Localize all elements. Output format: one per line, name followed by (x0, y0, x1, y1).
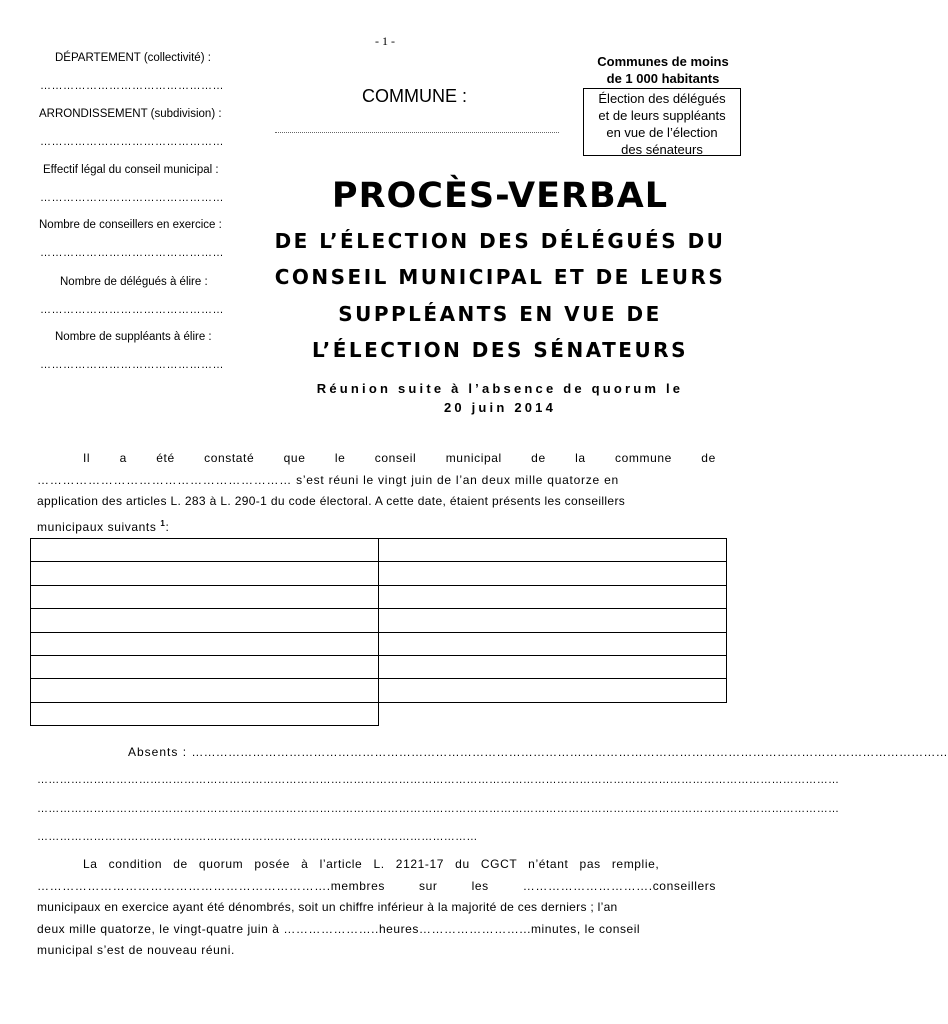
table-row (31, 702, 727, 725)
paragraph-quorum (37, 854, 716, 962)
word: a (119, 451, 127, 465)
word: été (156, 451, 175, 465)
table-cell[interactable] (31, 562, 379, 585)
para1-line2: …………………………………………………… s’est réuni le vingt juin de l’an deux mille quatorze en (37, 472, 619, 487)
table-cell[interactable] (379, 609, 727, 632)
delegues-field[interactable]: ………………………………………… (40, 304, 224, 316)
word: que (283, 451, 306, 465)
reunion-line2: 20 juin 2014 (443, 400, 557, 415)
word: Il (83, 451, 91, 465)
reunion-line1: Réunion suite à l’absence de quorum le (316, 381, 684, 396)
title-line-3: SUPPLÉANTS EN VUE DE (338, 302, 662, 326)
title-line-4: L’ÉLECTION DES SÉNATEURS (312, 338, 688, 362)
conseillers-exercice-label: Nombre de conseillers en exercice : (39, 219, 222, 231)
reunion-subtitle (270, 379, 730, 417)
table-cell[interactable] (379, 632, 727, 655)
arrondissement-label: ARRONDISSEMENT (subdivision) : (39, 108, 222, 120)
commune-label: COMMUNE : (362, 86, 467, 106)
table-row (31, 539, 727, 562)
table-cell[interactable] (31, 609, 379, 632)
paragraph-constat (37, 448, 716, 538)
table-cell[interactable] (379, 679, 727, 702)
absents-dots-2[interactable]: …………………………………………………………………………………………………………………………………………………………………………………………… (37, 774, 840, 786)
table-cell[interactable] (379, 539, 727, 562)
table-row (31, 632, 727, 655)
para2-line2-a: …………………………………………………………….membres (37, 878, 385, 893)
table-cell[interactable] (379, 562, 727, 585)
table-row (31, 655, 727, 678)
table-cell[interactable] (31, 585, 379, 608)
title-line-1: DE L’ÉLECTION DES DÉLÉGUÉS DU (274, 229, 726, 253)
word: la (575, 451, 586, 465)
table-row (31, 609, 727, 632)
absents-label: Absents : (128, 745, 192, 759)
page-number: - 1 - (375, 34, 395, 48)
table-cell[interactable] (31, 679, 379, 702)
table-cell-empty (379, 702, 727, 725)
effectif-label: Effectif légal du conseil municipal : (43, 164, 219, 176)
para2-line1: La condition de quorum posée à l’article L. 2121-17 du CGCT n’étant pas remplie, (83, 857, 660, 871)
election-info-box (583, 88, 741, 156)
suppleants-field[interactable]: ………………………………………… (40, 359, 224, 371)
word: constaté (204, 451, 255, 465)
delegues-label: Nombre de délégués à élire : (60, 276, 208, 288)
document-title: PROCÈS-VERBAL (331, 176, 669, 216)
word: municipal (445, 451, 502, 465)
table-cell[interactable] (31, 539, 379, 562)
para2-line5: municipal s’est de nouveau réuni. (37, 943, 235, 957)
commune-field[interactable] (275, 132, 559, 133)
departement-label: DÉPARTEMENT (collectivité) : (55, 52, 211, 64)
word: de (531, 451, 546, 465)
table-cell[interactable] (31, 702, 379, 725)
box-title-line1: Communes de moins (597, 54, 729, 69)
para2-line4: deux mille quatorze, le vingt-quatre juin à …………………..heures……………………...minutes, le conseil (37, 921, 641, 936)
box-line: Élection des délégués (598, 91, 726, 106)
table-cell[interactable] (379, 585, 727, 608)
table-row (31, 585, 727, 608)
para1-line4-text: municipaux suivants (37, 519, 161, 534)
box-line: des sénateurs (621, 142, 703, 157)
footnote-ref[interactable]: 1 (160, 518, 166, 528)
word: le (334, 451, 346, 465)
table-cell[interactable] (31, 655, 379, 678)
para1-line4-end: : (165, 519, 170, 534)
conseillers-exercice-field[interactable]: ………………………………………… (40, 247, 224, 259)
effectif-field[interactable]: ………………………………………… (40, 192, 224, 204)
word: de (701, 451, 716, 465)
members-table (30, 538, 727, 726)
box-line: en vue de l’élection (606, 125, 718, 140)
table-cell[interactable] (31, 632, 379, 655)
table-row (31, 562, 727, 585)
absents-dots-3[interactable]: …………………………………………………………………………………………………………………………………………………………………………………………… (37, 803, 840, 815)
para1-line1 (37, 448, 716, 470)
table-cell[interactable] (379, 655, 727, 678)
para2-line2-b: sur (419, 878, 438, 893)
box-title (583, 53, 743, 87)
para2-line2 (37, 876, 716, 898)
para2-line2-c: les (471, 878, 489, 893)
arrondissement-field[interactable]: ………………………………………… (40, 136, 224, 148)
table-row (31, 679, 727, 702)
word: conseil (374, 451, 417, 465)
absents-line (128, 745, 948, 759)
box-line: et de leurs suppléants (598, 108, 726, 123)
suppleants-label: Nombre de suppléants à élire : (55, 331, 212, 343)
para2-line2-d: ………………………….conseillers (522, 878, 716, 893)
para1-line3: application des articles L. 283 à L. 290-1 du code électoral. A cette date, étaient présents les conseillers (37, 494, 626, 508)
departement-field[interactable]: ………………………………………… (40, 80, 224, 92)
title-line-2: CONSEIL MUNICIPAL ET DE LEURS (274, 265, 726, 289)
word: commune (615, 451, 672, 465)
box-title-line2: de 1 000 habitants (606, 71, 720, 86)
absents-dots-4[interactable]: ……………………………………………………………………………………………………… (37, 831, 478, 843)
absents-field[interactable]: …………………………………………………………………………………………………………………………………………………………………… (191, 745, 948, 759)
para2-line3: municipaux en exercice ayant été dénombrés, soit un chiffre inférieur à la majorité de ces derniers ; l’an (37, 900, 618, 914)
para1-line4 (37, 513, 716, 539)
